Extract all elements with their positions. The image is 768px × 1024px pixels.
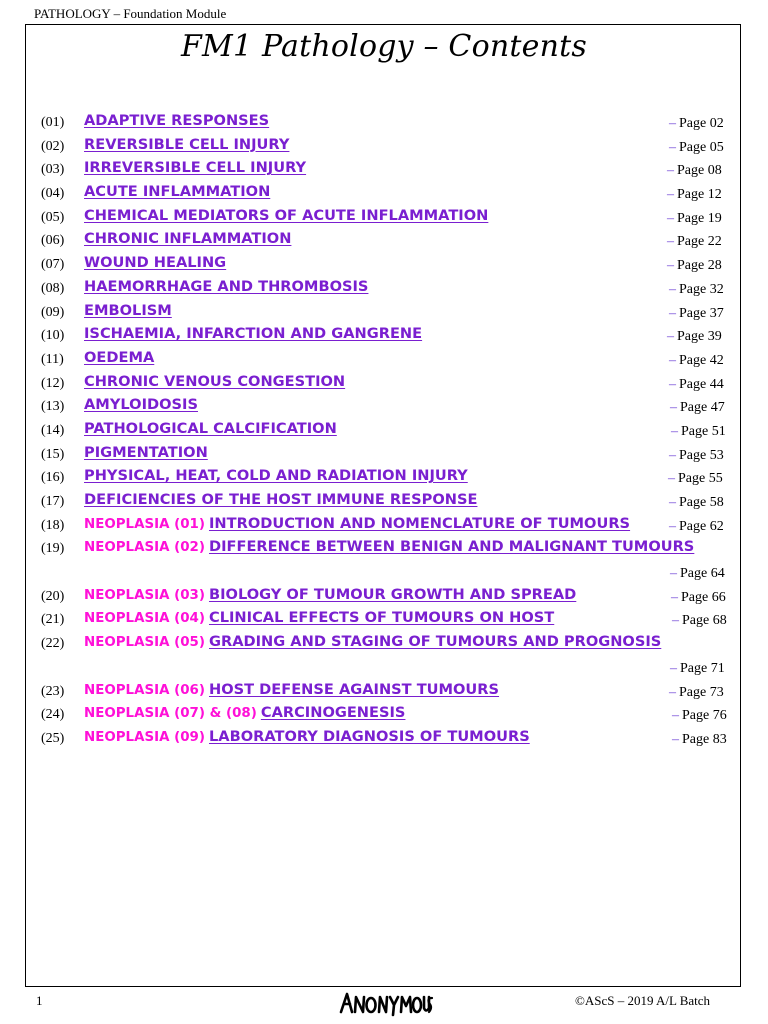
entry-number: (01) <box>41 115 65 130</box>
page-reference <box>669 377 724 393</box>
topic-link[interactable]: CHEMICAL MEDIATORS OF ACUTE INFLAMMATION <box>84 206 489 224</box>
topic-link[interactable]: IRREVERSIBLE CELL INJURY <box>84 159 307 177</box>
table-of-contents <box>0 112 768 752</box>
page-number-ref: Page 76 <box>682 708 727 724</box>
page-number-ref: Page 32 <box>679 281 724 297</box>
topic-link[interactable]: GRADING AND STAGING OF TUMOURS AND PROGNOSIS <box>208 633 662 651</box>
page-reference <box>671 424 726 440</box>
page-reference <box>667 234 722 250</box>
entry-number: (24) <box>41 707 65 723</box>
entry-title[interactable] <box>84 159 306 176</box>
page-title: FM1 Pathology – Contents <box>181 29 587 64</box>
topic-link[interactable]: CARCINOGENESIS <box>260 704 406 722</box>
topic-link[interactable]: ISCHAEMIA, INFARCTION AND GANGRENE <box>84 325 423 343</box>
toc-entry[interactable] <box>0 325 768 349</box>
page-reference <box>672 732 727 748</box>
entry-title[interactable] <box>84 609 554 626</box>
neoplasia-prefix: NEOPLASIA (06) <box>84 682 205 698</box>
entry-number: (22) <box>41 636 65 652</box>
toc-entry[interactable] <box>0 633 768 680</box>
page-dash: – <box>669 139 676 155</box>
entry-title[interactable] <box>84 349 154 366</box>
toc-entry[interactable] <box>0 278 768 302</box>
page-dash: – <box>672 731 679 747</box>
topic-link[interactable]: OEDEMA <box>84 348 155 366</box>
entry-number: (13) <box>41 399 65 415</box>
entry-number: (21) <box>41 612 65 628</box>
entry-title[interactable] <box>84 230 291 247</box>
toc-entry[interactable] <box>0 586 768 610</box>
neoplasia-prefix: NEOPLASIA (01) <box>84 516 205 532</box>
entry-title[interactable] <box>84 728 530 745</box>
page-reference <box>667 211 722 227</box>
neoplasia-prefix: NEOPLASIA (02) <box>84 540 205 556</box>
page-dash: – <box>667 329 674 345</box>
page-number-ref: Page 66 <box>681 589 726 605</box>
entry-title[interactable] <box>84 515 630 532</box>
entry-title[interactable] <box>84 586 576 603</box>
page-number-ref: Page 08 <box>677 163 722 179</box>
page-number-ref: Page 39 <box>677 329 722 345</box>
entry-title[interactable] <box>84 491 477 508</box>
page-reference <box>671 590 726 606</box>
toc-entry[interactable] <box>0 491 768 515</box>
page-dash: – <box>669 281 676 297</box>
page-reference <box>670 566 725 582</box>
topic-link[interactable]: CHRONIC INFLAMMATION <box>84 230 292 248</box>
page-number-ref: Page 02 <box>679 116 724 131</box>
page-number-ref: Page 37 <box>679 305 724 321</box>
page-reference <box>667 187 722 203</box>
neoplasia-prefix: NEOPLASIA (05) <box>84 635 205 651</box>
page-dash: – <box>669 447 676 463</box>
entry-number: (17) <box>41 494 65 509</box>
page-number-ref: Page 62 <box>679 518 724 534</box>
topic-link[interactable]: WOUND HEALING <box>84 254 227 272</box>
entry-number: (19) <box>41 541 65 557</box>
entry-number: (20) <box>41 588 65 604</box>
topic-link[interactable]: PHYSICAL, HEAT, COLD AND RADIATION INJURY <box>84 467 468 485</box>
page-dash: – <box>672 613 679 629</box>
entry-title[interactable] <box>84 704 405 721</box>
page-dash: – <box>669 376 676 392</box>
toc-entry[interactable] <box>0 254 768 278</box>
neoplasia-prefix: NEOPLASIA (09) <box>84 729 205 745</box>
entry-title[interactable] <box>84 183 270 200</box>
page-number-ref: Page 83 <box>682 731 727 747</box>
signature-logo <box>338 988 434 1023</box>
page-number-ref: Page 28 <box>677 258 722 274</box>
page-dash: – <box>667 210 674 226</box>
page-dash: – <box>667 187 674 203</box>
page-reference <box>669 140 724 156</box>
neoplasia-prefix: NEOPLASIA (04) <box>84 611 205 627</box>
toc-entry[interactable] <box>0 112 768 136</box>
page-dash: – <box>669 352 676 368</box>
topic-link[interactable]: PIGMENTATION <box>84 443 208 461</box>
entry-title[interactable] <box>84 467 468 484</box>
entry-number: (07) <box>41 257 65 273</box>
entry-title[interactable] <box>84 444 208 461</box>
page-dash: – <box>670 400 677 416</box>
neoplasia-prefix: NEOPLASIA (07) & (08) <box>84 706 257 722</box>
toc-entry[interactable] <box>0 207 768 231</box>
page-number-ref: Page 73 <box>679 684 724 700</box>
entry-title[interactable] <box>84 325 422 342</box>
page-reference <box>669 685 724 701</box>
page-reference <box>672 708 727 724</box>
page-reference <box>669 353 724 369</box>
entry-number: (14) <box>41 422 65 438</box>
entry-number: (25) <box>41 730 65 746</box>
topic-link[interactable]: ADAPTIVE RESPONSES <box>84 112 270 129</box>
topic-link[interactable]: HOST DEFENSE AGAINST TUMOURS <box>208 680 500 698</box>
page-number-ref: Page 51 <box>681 423 726 439</box>
page-reference <box>667 258 722 274</box>
page-dash: – <box>671 589 678 605</box>
entry-number: (02) <box>41 138 65 154</box>
page-number-ref: Page 53 <box>679 447 724 463</box>
entry-title[interactable] <box>84 681 499 698</box>
page-dash: – <box>667 258 674 274</box>
entry-number: (03) <box>41 162 65 178</box>
page-reference <box>669 519 724 535</box>
toc-entry[interactable] <box>0 302 768 326</box>
page-number-ref: Page 22 <box>677 234 722 250</box>
page-reference <box>669 448 724 464</box>
topic-link[interactable]: ACUTE INFLAMMATION <box>84 183 271 201</box>
topic-link[interactable]: CHRONIC VENOUS CONGESTION <box>84 372 346 390</box>
page-dash: – <box>670 661 677 677</box>
page-dash: – <box>667 163 674 179</box>
page-number-ref: Page 64 <box>680 566 725 582</box>
page-number-ref: Page 19 <box>677 210 722 226</box>
topic-link[interactable]: CLINICAL EFFECTS OF TUMOURS ON HOST <box>208 609 555 627</box>
topic-link[interactable]: INTRODUCTION AND NOMENCLATURE OF TUMOURS <box>208 514 631 532</box>
entry-number: (09) <box>41 304 65 320</box>
page-number-ref: Page 58 <box>679 495 724 510</box>
toc-entry[interactable] <box>0 183 768 207</box>
entry-title[interactable] <box>84 396 198 413</box>
toc-entry[interactable] <box>0 230 768 254</box>
toc-entry[interactable] <box>0 515 768 539</box>
entry-number: (05) <box>41 209 65 225</box>
topic-link[interactable]: AMYLOIDOSIS <box>84 396 198 414</box>
topic-link[interactable]: BIOLOGY OF TUMOUR GROWTH AND SPREAD <box>208 585 577 603</box>
page-number-ref: Page 71 <box>680 661 725 677</box>
topic-link[interactable]: REVERSIBLE CELL INJURY <box>84 135 290 153</box>
toc-entry[interactable] <box>0 538 768 585</box>
toc-entry[interactable] <box>0 609 768 633</box>
entry-number: (16) <box>41 470 65 486</box>
toc-entry[interactable] <box>0 728 768 752</box>
entry-title[interactable] <box>84 254 226 271</box>
topic-link[interactable]: LABORATORY DIAGNOSIS OF TUMOURS <box>208 727 530 745</box>
anonymous-signature-icon <box>338 988 434 1018</box>
toc-entry[interactable] <box>0 681 768 705</box>
topic-link[interactable]: EMBOLISM <box>84 301 172 319</box>
page-number: 1 <box>36 993 43 1008</box>
page-dash: – <box>669 305 676 321</box>
toc-entry[interactable] <box>0 420 768 444</box>
toc-entry[interactable] <box>0 396 768 420</box>
entry-title[interactable] <box>84 278 368 295</box>
page-dash: – <box>671 423 678 439</box>
entry-title[interactable] <box>84 302 172 319</box>
page-dash: – <box>669 116 676 131</box>
page-dash: – <box>668 471 675 487</box>
page-number-ref: Page 55 <box>678 471 723 487</box>
entry-number: (12) <box>41 375 65 391</box>
topic-link[interactable]: DEFICIENCIES OF THE HOST IMMUNE RESPONSE <box>84 491 478 508</box>
entry-number: (04) <box>41 186 65 202</box>
page-number-ref: Page 42 <box>679 352 724 368</box>
entry-number: (10) <box>41 328 65 344</box>
topic-link[interactable]: PATHOLOGICAL CALCIFICATION <box>84 419 337 437</box>
entry-title[interactable] <box>84 373 345 390</box>
toc-entry[interactable] <box>0 159 768 183</box>
entry-title[interactable] <box>84 538 694 555</box>
page-dash: – <box>667 234 674 250</box>
entry-title[interactable] <box>84 633 661 650</box>
page-reference <box>668 471 723 487</box>
page-dash: – <box>669 495 676 510</box>
entry-number: (11) <box>41 351 64 367</box>
topic-link[interactable]: HAEMORRHAGE AND THROMBOSIS <box>84 277 369 295</box>
entry-number: (23) <box>41 683 65 699</box>
running-header: PATHOLOGY – Foundation Module <box>34 6 227 21</box>
page-dash: – <box>670 566 677 582</box>
copyright-notice: ©AScS – 2019 A/L Batch <box>575 993 711 1008</box>
page-reference <box>669 495 724 511</box>
toc-entry[interactable] <box>0 136 768 160</box>
page-reference <box>670 661 725 677</box>
entry-title[interactable] <box>84 112 269 129</box>
entry-title[interactable] <box>84 136 289 153</box>
page-dash: – <box>672 708 679 724</box>
page-reference <box>672 613 727 629</box>
page-dash: – <box>669 684 676 700</box>
entry-title[interactable] <box>84 420 337 437</box>
page-reference <box>669 116 724 132</box>
toc-entry[interactable] <box>0 704 768 728</box>
neoplasia-prefix: NEOPLASIA (03) <box>84 587 205 603</box>
page-number-ref: Page 47 <box>680 400 725 416</box>
entry-number: (18) <box>41 517 65 533</box>
page-number-ref: Page 12 <box>677 187 722 203</box>
page-reference <box>667 329 722 345</box>
page-number-ref: Page 05 <box>679 139 724 155</box>
page-dash: – <box>669 518 676 534</box>
page-reference <box>667 163 722 179</box>
entry-title[interactable] <box>84 207 488 224</box>
toc-entry[interactable] <box>0 444 768 468</box>
page-reference <box>670 400 725 416</box>
toc-entry[interactable] <box>0 349 768 373</box>
page-reference <box>669 306 724 322</box>
topic-link[interactable]: DIFFERENCE BETWEEN BENIGN AND MALIGNANT TUMOURS <box>208 538 695 556</box>
page-reference <box>669 282 724 298</box>
toc-entry[interactable] <box>0 467 768 491</box>
toc-entry[interactable] <box>0 373 768 397</box>
entry-number: (06) <box>41 233 65 249</box>
page-number-ref: Page 68 <box>682 613 727 629</box>
entry-number: (08) <box>41 280 65 296</box>
page-number-ref: Page 44 <box>679 376 724 392</box>
entry-number: (15) <box>41 446 65 462</box>
